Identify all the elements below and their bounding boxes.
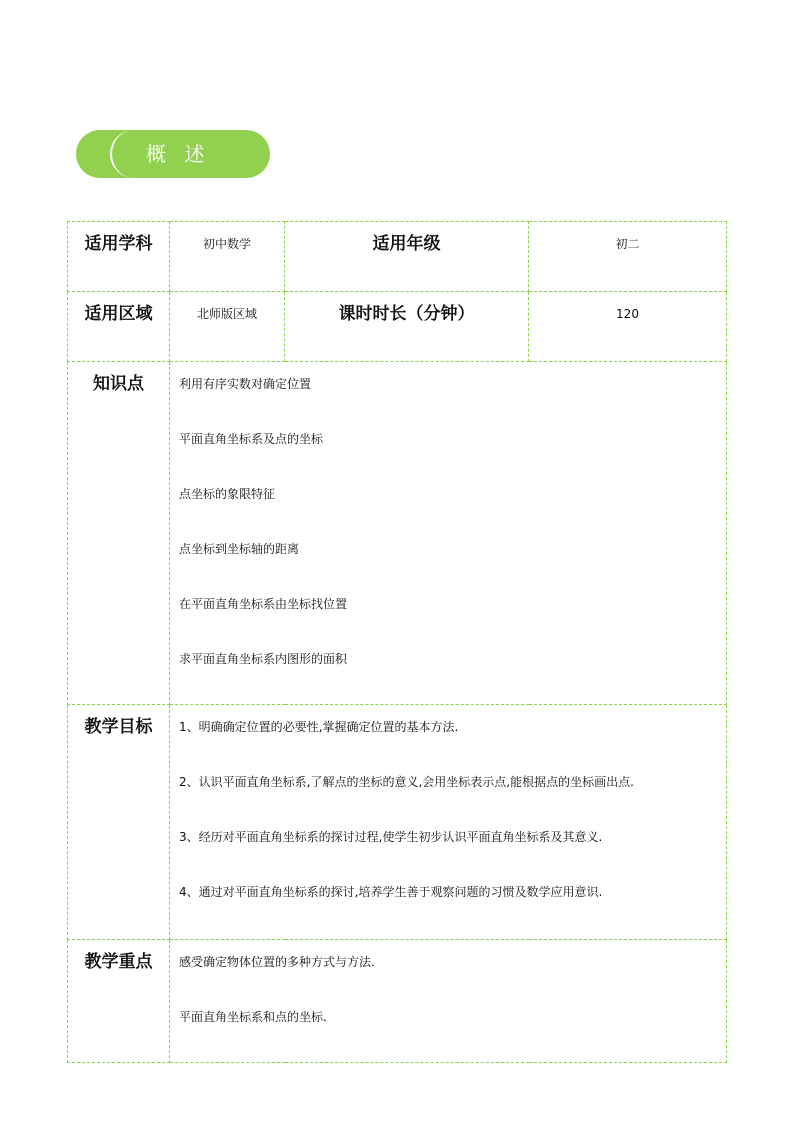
list-item: 求平面直角坐标系内图形的面积 bbox=[179, 652, 348, 666]
focus-list bbox=[170, 940, 727, 1063]
list-item: 4、通过对平面直角坐标系的探讨,培养学生善于观察问题的习惯及数学应用意识. bbox=[179, 885, 603, 899]
table-row-knowledge bbox=[68, 362, 727, 705]
list-item: 感受确定物体位置的多种方式与方法. bbox=[179, 955, 375, 969]
goals-list bbox=[170, 705, 727, 940]
list-item: 平面直角坐标系和点的坐标. bbox=[179, 1010, 327, 1024]
section-title: 概 述 bbox=[146, 142, 211, 166]
knowledge-list bbox=[170, 362, 727, 705]
list-item: 3、经历对平面直角坐标系的探讨过程,使学生初步认识平面直角坐标系及其意义. bbox=[179, 830, 603, 844]
table-row-region bbox=[68, 292, 727, 362]
lesson-overview-table bbox=[67, 221, 727, 1063]
grade-value: 初二 bbox=[529, 222, 727, 292]
focus-label: 教学重点 bbox=[68, 940, 170, 1063]
table-row-subject bbox=[68, 222, 727, 292]
table-row-focus bbox=[68, 940, 727, 1063]
table-row-goals bbox=[68, 705, 727, 940]
subject-label: 适用学科 bbox=[68, 222, 170, 292]
grade-label: 适用年级 bbox=[285, 222, 529, 292]
subject-value: 初中数学 bbox=[170, 222, 285, 292]
knowledge-label: 知识点 bbox=[68, 362, 170, 705]
list-item: 利用有序实数对确定位置 bbox=[179, 377, 312, 391]
duration-label: 课时时长（分钟） bbox=[285, 292, 529, 362]
region-label: 适用区域 bbox=[68, 292, 170, 362]
duration-value: 120 bbox=[529, 292, 727, 362]
region-value: 北师版区域 bbox=[170, 292, 285, 362]
list-item: 在平面直角坐标系由坐标找位置 bbox=[179, 597, 348, 611]
list-item: 点坐标到坐标轴的距离 bbox=[179, 542, 300, 556]
list-item: 1、明确确定位置的必要性,掌握确定位置的基本方法. bbox=[179, 720, 459, 734]
list-item: 点坐标的象限特征 bbox=[179, 487, 276, 501]
list-item: 平面直角坐标系及点的坐标 bbox=[179, 432, 324, 446]
list-item: 2、认识平面直角坐标系,了解点的坐标的意义,会用坐标表示点,能根据点的坐标画出点. bbox=[179, 775, 634, 789]
goals-label: 教学目标 bbox=[68, 705, 170, 940]
